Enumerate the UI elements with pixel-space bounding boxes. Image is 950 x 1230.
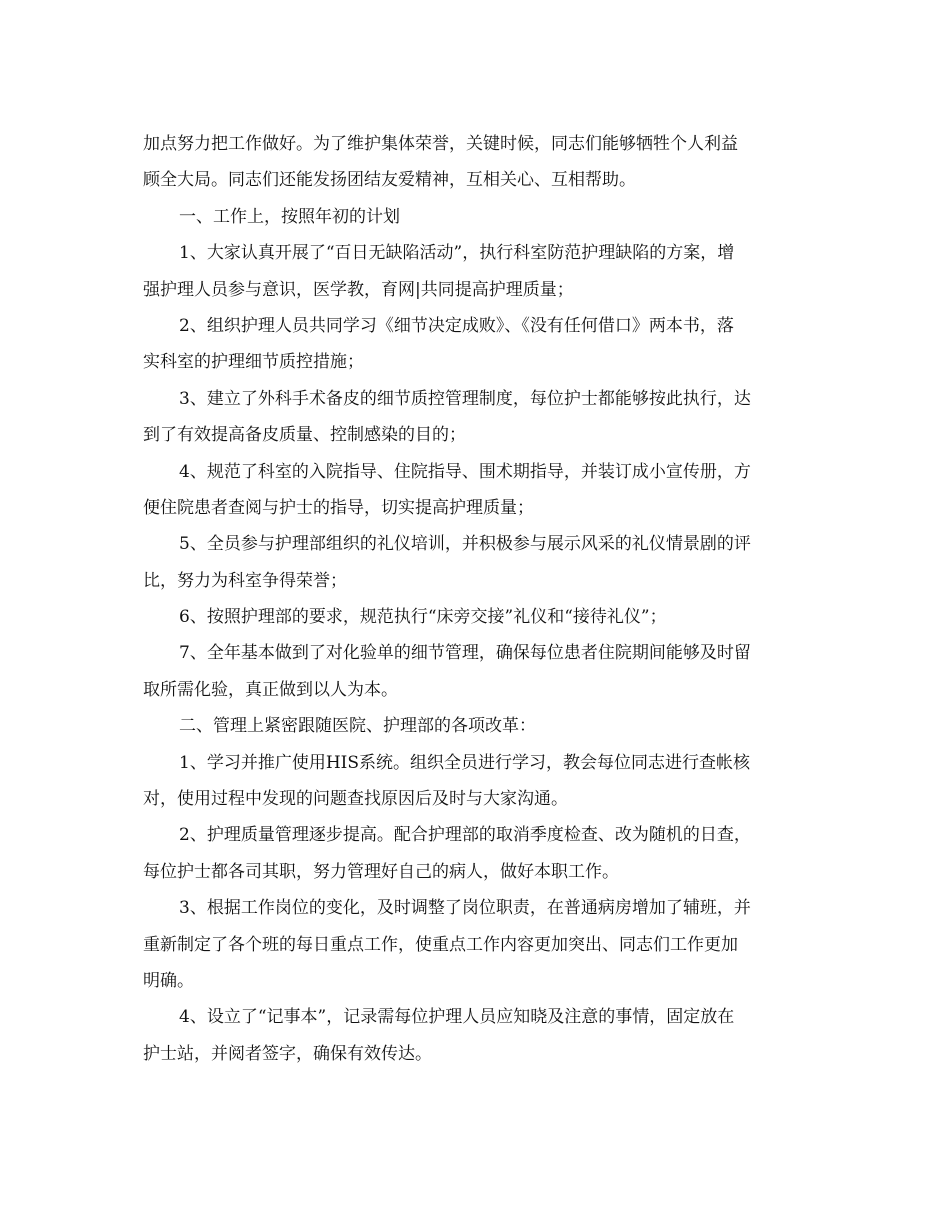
text-line: 取所需化验，真正做到以人为本。 — [143, 679, 398, 700]
text-line: 3、根据工作岗位的变化，及时调整了岗位职责，在普通病房增加了辅班，并 — [179, 898, 751, 919]
document-body — [143, 126, 810, 1072]
section-heading: 一、工作上，按照年初的计划 — [179, 206, 400, 227]
text-line: 5、全员参与护理部组织的礼仪培训，并积极参与展示风采的礼仪情景剧的评 — [179, 534, 751, 555]
text-line: 到了有效提高备皮质量、控制感染的目的； — [143, 425, 466, 446]
text-line: 明确。 — [143, 970, 194, 991]
text-line: 实科室的护理细节质控措施； — [143, 352, 364, 373]
text-line: 重新制定了各个班的每日重点工作，使重点工作内容更加突出、同志们工作更加 — [143, 934, 738, 955]
text-line: 3、建立了外科手术备皮的细节质控管理制度，每位护士都能够按此执行，达 — [179, 388, 751, 409]
text-line: 1、大家认真开展了“百日无缺陷活动”，执行科室防范护理缺陷的方案，增 — [179, 243, 735, 264]
text-line: 7、全年基本做到了对化验单的细节管理，确保每位患者住院期间能够及时留 — [179, 643, 751, 664]
text-line: 2、组织护理人员共同学习《细节决定成败》、《没有任何借口》两本书，落 — [179, 315, 734, 336]
text-line: 4、规范了科室的入院指导、住院指导、围术期指导，并装订成小宣传册，方 — [179, 461, 751, 482]
text-line: 每位护士都各司其职，努力管理好自己的病人，做好本职工作。 — [143, 861, 619, 882]
text-line: 6、按照护理部的要求，规范执行“床旁交接”礼仪和“接待礼仪”； — [179, 607, 667, 628]
text-line: 对，使用过程中发现的问题查找原因后及时与大家沟通。 — [143, 789, 568, 810]
text-line: 4、设立了“记事本”，记录需每位护理人员应知晓及注意的事情，固定放在 — [179, 1007, 735, 1028]
text-line: 1、学习并推广使用HIS系统。组织全员进行学习，教会每位同志进行查帐核 — [179, 752, 751, 773]
text-line: 顾全大局。同志们还能发扬团结友爱精神，互相关心、互相帮助。 — [143, 170, 636, 191]
text-line: 强护理人员参与意识，医学教，育网|共同提高护理质量； — [143, 279, 574, 300]
text-line: 2、护理质量管理逐步提高。配合护理部的取消季度检查、改为随机的日查， — [179, 825, 751, 846]
text-line: 加点努力把工作做好。为了维护集体荣誉，关键时候，同志们能够牺牲个人利益 — [143, 134, 738, 154]
text-line: 护士站，并阅者签字，确保有效传达。 — [143, 1043, 432, 1064]
section-heading: 二、管理上紧密跟随医院、护理部的各项改革： — [179, 716, 536, 737]
text-line: 比，努力为科室争得荣誉； — [143, 570, 347, 591]
text-line: 便住院患者查阅与护士的指导，切实提高护理质量； — [143, 497, 534, 518]
